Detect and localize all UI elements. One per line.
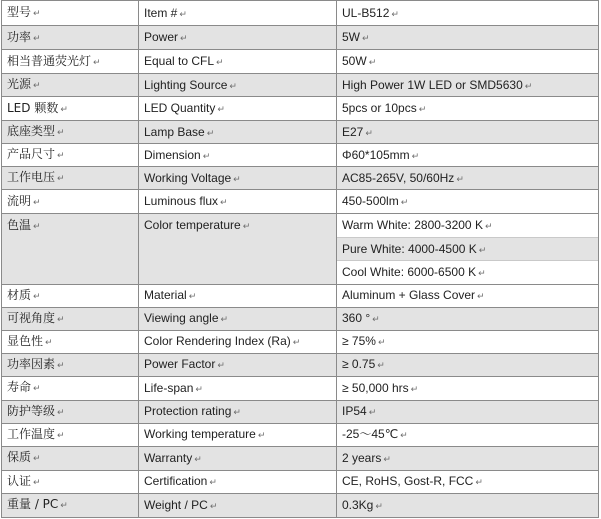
row-label-en: Equal to CFL ↵ (139, 50, 337, 74)
row-value: ≥ 75% ↵ (337, 330, 599, 353)
row-label-zh: 可视角度 ↵ (2, 307, 139, 330)
table-row (2, 470, 599, 493)
row-value: E27 ↵ (337, 121, 599, 144)
row-label-zh: 流明 ↵ (2, 190, 139, 214)
row-label-en: Protection rating ↵ (139, 400, 337, 423)
row-label-en: LED Quantity ↵ (139, 97, 337, 121)
row-label-zh: 防护等级 ↵ (2, 400, 139, 423)
color-temperature-cool: Cool White: 6000-6500 K ↵ (342, 265, 486, 280)
row-value: 0.3Kg ↵ (337, 493, 599, 517)
table-row (2, 376, 599, 400)
row-label-zh: 材质 ↵ (2, 284, 139, 307)
row-value: 450-500lm ↵ (337, 190, 599, 214)
row-value: 5pcs or 10pcs ↵ (337, 97, 599, 121)
row-label-zh: LED 颗数 ↵ (2, 97, 139, 121)
row-value: UL-B512 ↵ (337, 1, 599, 26)
row-value: 50W ↵ (337, 50, 599, 74)
color-temperature-pure: Pure White: 4000-4500 K ↵ (337, 238, 598, 262)
row-value: -25～45℃ ↵ (337, 423, 599, 446)
table-row (2, 190, 599, 214)
row-label-zh: 显色性 ↵ (2, 330, 139, 353)
row-value: 360 ° ↵ (337, 307, 599, 330)
row-label-zh: 底座类型 ↵ (2, 121, 139, 144)
row-label-en: Color Rendering Index (Ra) ↵ (139, 330, 337, 353)
row-label-en: Life-span ↵ (139, 376, 337, 400)
row-value: High Power 1W LED or SMD5630 ↵ (337, 74, 599, 97)
row-value: Φ60*105mm ↵ (337, 144, 599, 167)
row-label-zh: 型号 ↵ (2, 1, 139, 26)
table-row (2, 97, 599, 121)
row-label-en: Certification ↵ (139, 470, 337, 493)
row-label-en: Power Factor ↵ (139, 353, 337, 376)
table-row (2, 307, 599, 330)
row-label-en: Color temperature ↵ (139, 214, 337, 285)
row-value: 5W ↵ (337, 26, 599, 50)
row-value: CE, RoHS, Gost-R, FCC ↵ (337, 470, 599, 493)
row-label-zh: 重量 / PC ↵ (2, 493, 139, 517)
row-value: IP54 ↵ (337, 400, 599, 423)
table-row (2, 446, 599, 470)
table-row (2, 1, 599, 26)
table-row (2, 26, 599, 50)
spec-table (1, 0, 599, 518)
table-row (2, 330, 599, 353)
row-value: ≥ 0.75 ↵ (337, 353, 599, 376)
row-label-en: Dimension ↵ (139, 144, 337, 167)
row-label-zh: 工作温度 ↵ (2, 423, 139, 446)
row-label-zh: 产品尺寸 ↵ (2, 144, 139, 167)
row-value: 2 years ↵ (337, 446, 599, 470)
row-label-en: Weight / PC ↵ (139, 493, 337, 517)
row-label-en: Working temperature ↵ (139, 423, 337, 446)
row-label-zh: 色温 ↵ (2, 214, 139, 285)
row-label-en: Viewing angle ↵ (139, 307, 337, 330)
row-label-zh: 认证 ↵ (2, 470, 139, 493)
row-label-zh: 寿命 ↵ (2, 376, 139, 400)
row-label-en: Lighting Source ↵ (139, 74, 337, 97)
color-temperature-cell (337, 214, 599, 285)
row-label-zh: 保质 ↵ (2, 446, 139, 470)
row-label-zh: 相当普通荧光灯 ↵ (2, 50, 139, 74)
row-label-zh: 功率 ↵ (2, 26, 139, 50)
table-row (2, 353, 599, 376)
table-row (2, 74, 599, 97)
row-value: Aluminum + Glass Cover ↵ (337, 284, 599, 307)
row-label-en: Material ↵ (139, 284, 337, 307)
table-row (2, 144, 599, 167)
row-label-zh: 工作电压 ↵ (2, 167, 139, 190)
row-label-en: Working Voltage ↵ (139, 167, 337, 190)
table-row (2, 400, 599, 423)
table-row (2, 167, 599, 190)
table-row (2, 214, 599, 285)
row-label-en: Item # ↵ (139, 1, 337, 26)
row-value: AC85-265V, 50/60Hz ↵ (337, 167, 599, 190)
table-row (2, 493, 599, 517)
row-value: ≥ 50,000 hrs ↵ (337, 376, 599, 400)
row-label-en: Lamp Base ↵ (139, 121, 337, 144)
row-label-zh: 光源 ↵ (2, 74, 139, 97)
color-temperature-warm: Warm White: 2800-3200 K ↵ (337, 214, 598, 238)
row-label-zh: 功率因素 ↵ (2, 353, 139, 376)
row-label-en: Luminous flux ↵ (139, 190, 337, 214)
table-row (2, 50, 599, 74)
table-row (2, 284, 599, 307)
table-row (2, 121, 599, 144)
row-label-en: Power ↵ (139, 26, 337, 50)
row-label-en: Warranty ↵ (139, 446, 337, 470)
table-row (2, 423, 599, 446)
